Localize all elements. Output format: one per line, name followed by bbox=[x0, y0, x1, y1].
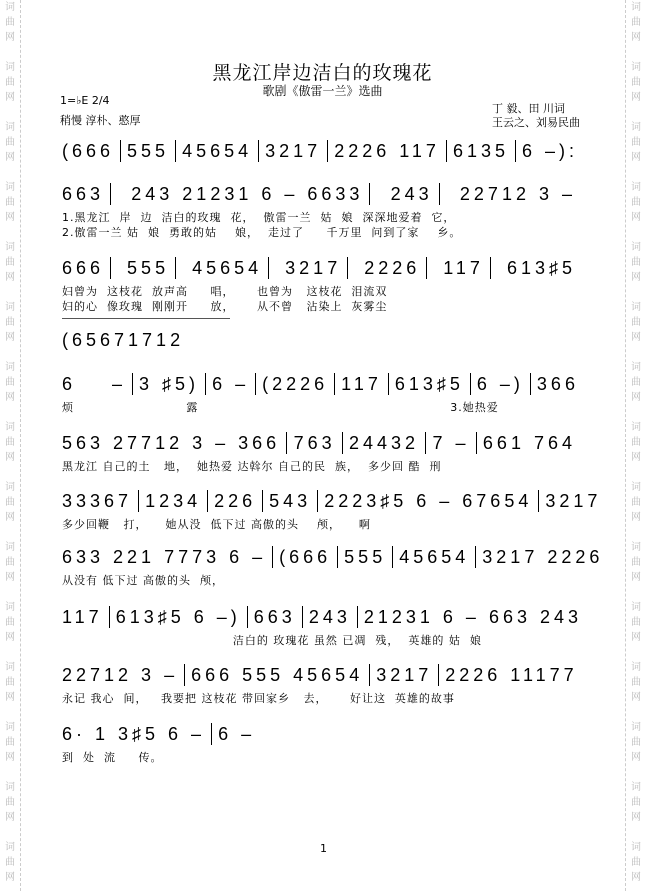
key-signature: 1=♭E 2/4 bbox=[60, 94, 110, 107]
lyric-line: 烦 露 3.她热爱 bbox=[62, 401, 499, 414]
measure: (65671712 bbox=[62, 330, 185, 350]
watermark-text: 词 曲 网 bbox=[5, 842, 15, 883]
lyric-line: 2.傲雷一兰 姑 娘 勇敢的姑 娘， 走过了 千万里 问到了家 乡。 bbox=[62, 226, 462, 239]
lyric-line: 黑龙江 自己的土 地， 她热爱 达斡尔 自己的民 族， 多少回 酷 刑 bbox=[62, 460, 442, 473]
watermark-text: 词 曲 网 bbox=[5, 62, 15, 103]
measure: 21231 6 – 663 243 bbox=[363, 607, 583, 627]
divider-line bbox=[62, 318, 230, 319]
measure: 3217 bbox=[545, 491, 602, 511]
measure: 1234 bbox=[139, 490, 208, 512]
watermark-text: 词 曲 网 bbox=[5, 482, 15, 523]
notation-row bbox=[62, 546, 604, 568]
watermark-text: 词 曲 网 bbox=[5, 2, 15, 43]
measure: 243 21231 6 – 6633 bbox=[125, 183, 370, 205]
measure: 117 bbox=[335, 373, 389, 395]
measure: 22712 3 – bbox=[459, 184, 576, 204]
measure: 555 bbox=[121, 140, 176, 162]
watermark-text: 词 曲 网 bbox=[631, 722, 641, 763]
measure: 3 ♯5) bbox=[133, 373, 206, 395]
watermark-text: 词 曲 网 bbox=[631, 2, 641, 43]
notation-row bbox=[62, 490, 602, 512]
notation-row bbox=[62, 432, 582, 454]
measure: 555 bbox=[121, 257, 176, 279]
measure: 243 bbox=[385, 183, 440, 205]
watermark-text: 词 曲 网 bbox=[631, 542, 641, 583]
notation-row bbox=[62, 373, 582, 395]
watermark-text: 词 曲 网 bbox=[5, 122, 15, 163]
watermark-text: 词 曲 网 bbox=[5, 602, 15, 643]
measure: 117 bbox=[62, 606, 110, 628]
watermark-text: 词 曲 网 bbox=[631, 302, 641, 343]
notation-row bbox=[62, 664, 582, 686]
measure: 7 – bbox=[426, 432, 476, 454]
measure: (2226 bbox=[256, 373, 335, 395]
watermark-text: 词 曲 网 bbox=[631, 602, 641, 643]
lyricist-credit: 丁 毅、田 川词 bbox=[492, 102, 565, 115]
song-title: 黑龙江岸边洁白的玫瑰花 bbox=[212, 62, 433, 84]
measure: 633 221 7773 6 – bbox=[62, 546, 273, 568]
measure: 663 bbox=[62, 183, 111, 205]
measure: 24432 bbox=[343, 432, 426, 454]
watermark-text: 词 曲 网 bbox=[631, 842, 641, 883]
watermark-text: 词 曲 网 bbox=[631, 62, 641, 103]
measure: 6 – bbox=[218, 724, 256, 744]
measure: 663 bbox=[248, 606, 303, 628]
lyric-line: 多少回鞭 打， 她从没 低下过 高傲的头 颅， 啊 bbox=[62, 518, 371, 531]
measure: 2223♯5 6 – 67654 bbox=[318, 490, 539, 512]
measure: 613♯5 6 –) bbox=[110, 606, 248, 628]
watermark-text: 词 曲 网 bbox=[631, 242, 641, 283]
notation-row bbox=[62, 257, 582, 279]
watermark-text: 词 曲 网 bbox=[631, 662, 641, 703]
measure: 3217 2226 bbox=[482, 547, 604, 567]
watermark-right bbox=[628, 0, 644, 891]
measure: 763 bbox=[288, 432, 343, 454]
measure: 22712 3 – bbox=[62, 664, 185, 686]
watermark-text: 词 曲 网 bbox=[631, 482, 641, 523]
lyric-line: 洁白的 玫瑰花 虽然 已凋 残， 英雄的 姑 娘 bbox=[62, 634, 482, 647]
measure: 3217 bbox=[279, 257, 348, 279]
watermark-text: 词 曲 网 bbox=[631, 782, 641, 823]
watermark-text: 词 曲 网 bbox=[5, 542, 15, 583]
watermark-text: 词 曲 网 bbox=[5, 302, 15, 343]
lyric-line: 从没有 低下过 高傲的头 颅， bbox=[62, 574, 224, 587]
watermark-text: 词 曲 网 bbox=[5, 182, 15, 223]
tempo-marking: 稍慢 淳朴、憨厚 bbox=[60, 114, 141, 127]
watermark-text: 词 曲 网 bbox=[5, 782, 15, 823]
measure: 3217 bbox=[259, 140, 328, 162]
watermark-text: 词 曲 网 bbox=[631, 422, 641, 463]
watermark-text: 词 曲 网 bbox=[5, 362, 15, 403]
measure: 2226 11177 bbox=[445, 665, 578, 685]
watermark-text: 词 曲 网 bbox=[5, 422, 15, 463]
measure: 226 bbox=[208, 490, 263, 512]
song-subtitle: 歌剧《傲雷一兰》选曲 bbox=[262, 84, 383, 98]
measure: 543 bbox=[263, 490, 318, 512]
watermark-left bbox=[2, 0, 18, 891]
measure: 2226 117 bbox=[328, 140, 447, 162]
measure: 666 bbox=[62, 257, 111, 279]
lyric-line: 永记 我心 间， 我要把 这枝花 带回家乡 去， 好让这 英雄的故事 bbox=[62, 692, 455, 705]
lyric-line: 妇的心 像玫瑰 刚刚开 放， 从不曾 沾染上 灰雾尘 bbox=[62, 300, 388, 313]
measure: 3217 bbox=[370, 664, 439, 686]
measure: 555 bbox=[338, 546, 393, 568]
composer-credit: 王云之、刘易民曲 bbox=[492, 116, 580, 129]
measure: (666 bbox=[273, 546, 338, 568]
measure: 117 bbox=[437, 257, 491, 279]
measure: 33367 bbox=[62, 490, 139, 512]
measure: (666 bbox=[62, 140, 121, 162]
measure: 45654 bbox=[393, 546, 476, 568]
measure: 6 – bbox=[62, 373, 133, 395]
measure: 6 –) bbox=[471, 373, 531, 395]
notation-row bbox=[62, 140, 582, 162]
watermark-text: 词 曲 网 bbox=[631, 122, 641, 163]
measure: 563 27712 3 – 366 bbox=[62, 432, 287, 454]
right-margin-line bbox=[625, 0, 626, 891]
lyric-line: 1.黑龙江 岸 边 洁白的玫瑰 花， 傲雷一兰 姑 娘 深深地爱着 它， bbox=[62, 211, 456, 224]
measure: 6· 1 3♯5 6 – bbox=[62, 723, 212, 745]
watermark-text: 词 曲 网 bbox=[5, 242, 15, 283]
notation-row bbox=[62, 606, 582, 628]
watermark-text: 词 曲 网 bbox=[631, 362, 641, 403]
notation-row bbox=[62, 723, 582, 745]
lyric-line: 到 处 流 传。 bbox=[62, 751, 163, 764]
watermark-text: 词 曲 网 bbox=[631, 182, 641, 223]
lyric-line: 妇曾为 这枝花 放声高 唱， 也曾为 这枝花 泪流双 bbox=[62, 285, 388, 298]
measure: 661 764 bbox=[482, 433, 576, 453]
measure: 613♯5 bbox=[389, 373, 471, 395]
measure: 613♯5 bbox=[506, 258, 576, 278]
measure: 6135 bbox=[447, 140, 516, 162]
measure: 243 bbox=[303, 606, 358, 628]
measure: 666 555 45654 bbox=[185, 664, 370, 686]
notation-row bbox=[62, 183, 582, 205]
notation-row bbox=[62, 329, 190, 351]
measure: 45654 bbox=[186, 257, 269, 279]
watermark-text: 词 曲 网 bbox=[5, 722, 15, 763]
measure: 366 bbox=[536, 374, 579, 394]
watermark-text: 词 曲 网 bbox=[5, 662, 15, 703]
left-margin-line bbox=[20, 0, 21, 891]
measure: 2226 bbox=[358, 257, 427, 279]
page-number: 1 bbox=[320, 842, 327, 855]
measure: 6 –): bbox=[521, 141, 579, 161]
measure: 45654 bbox=[176, 140, 259, 162]
measure: 6 – bbox=[206, 373, 256, 395]
